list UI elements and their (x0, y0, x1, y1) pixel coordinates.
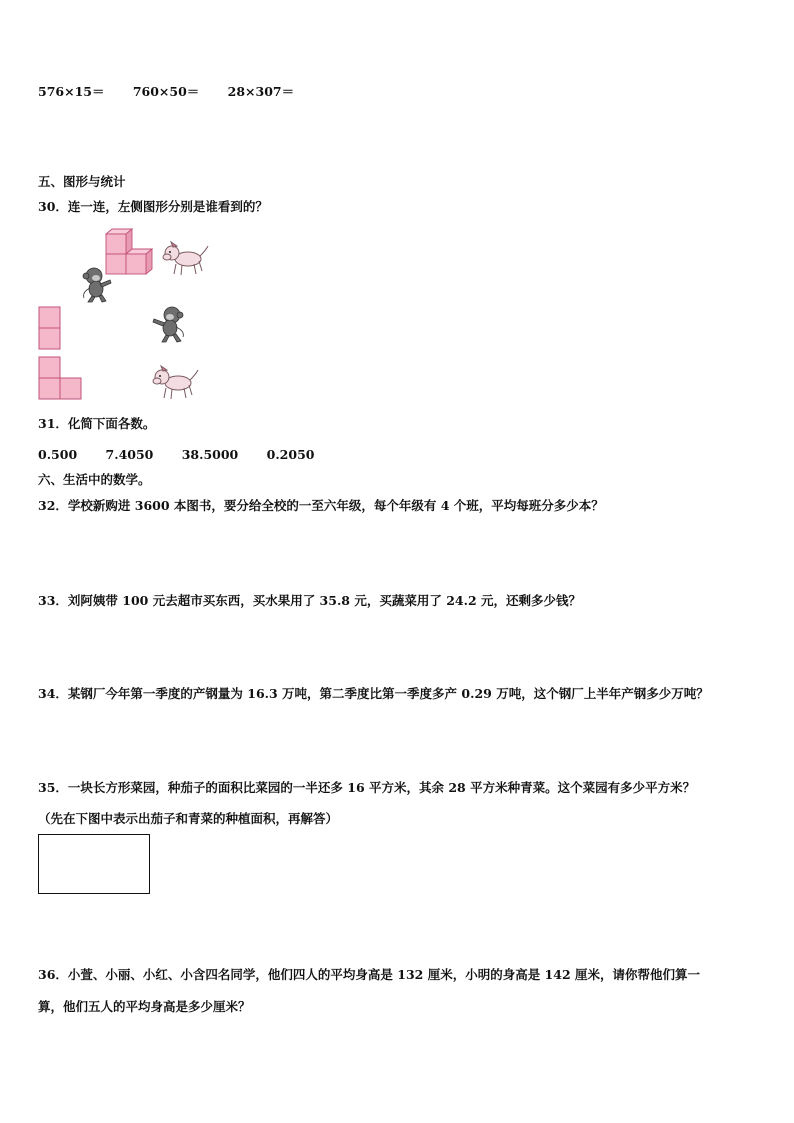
question-35-note: （先在下图中表示出茄子和青菜的种植面积，再解答） (38, 811, 339, 826)
decimal-numbers-row (38, 447, 314, 463)
monkey-icon (80, 266, 116, 304)
calc-item: 576×15＝ (38, 84, 105, 99)
question-36-line-1: 36．小萱、小丽、小红、小含四名同学，他们四人的平均身高是 132 厘米，小明的身高是 142 厘米，请你帮他们算一 (38, 967, 700, 982)
section-title-6: 六、生活中的数学。 (38, 472, 151, 487)
question-36-line-2: 算，他们五人的平均身高是多少厘米？ (38, 999, 251, 1014)
question-34: 34．某钢厂今年第一季度的产钢量为 16.3 万吨，第二季度比第一季度多产 0.29 万吨，这个钢厂上半年产钢多少万吨？ (38, 686, 709, 701)
dog-icon (160, 240, 210, 278)
calc-item: 28×307＝ (227, 84, 295, 99)
decimal-number: 0.2050 (266, 447, 315, 462)
monkey-icon (150, 305, 190, 345)
view-figure-l-shape (38, 356, 84, 400)
question-32: 32．学校新购进 3600 本图书，要分给全校的一至六年级，每个年级有 4 个班，平均每班分多少本？ (38, 498, 604, 513)
garden-rectangle-figure (38, 834, 150, 894)
view-figure-column (38, 306, 62, 350)
calc-item: 760×50＝ (132, 84, 200, 99)
calc-row (38, 84, 294, 100)
question-35: 35．一块长方形菜园，种茄子的面积比菜园的一半还多 16 平方米，其余 28 平方米种青菜。这个菜园有多少平方米？ (38, 780, 696, 795)
decimal-number: 7.4050 (105, 447, 154, 462)
decimal-number: 0.500 (38, 447, 78, 462)
question-33: 33．刘阿姨带 100 元去超市买东西，买水果用了 35.8 元，买蔬菜用了 24.2 元，还剩多少钱？ (38, 593, 581, 608)
question-31: 31．化简下面各数。 (38, 416, 156, 431)
section-title-5: 五、图形与统计 (38, 174, 126, 189)
question-30: 30．连一连，左侧图形分别是谁看到的？ (38, 199, 268, 214)
decimal-number: 38.5000 (181, 447, 239, 462)
dog-icon (150, 364, 200, 402)
